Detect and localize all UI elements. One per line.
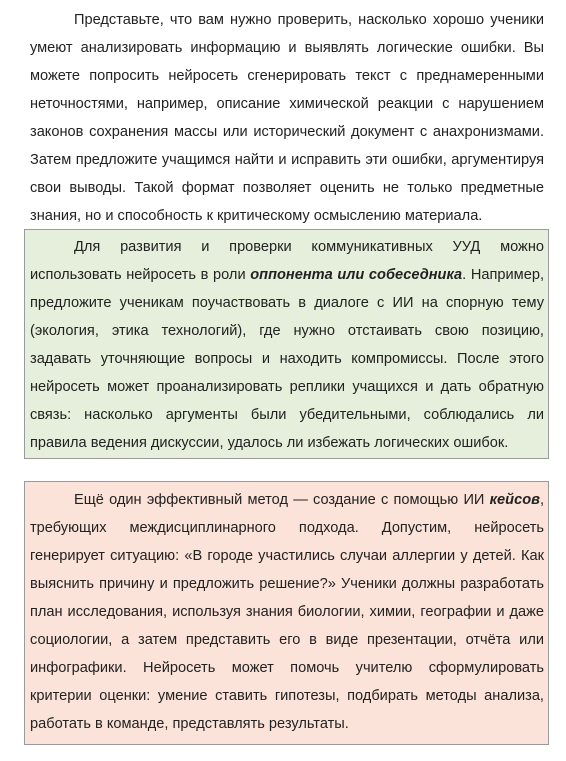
cases-emphasis: кейсов [489,492,540,508]
communicative-text-before: Для развития и проверки коммуникативных УУД можно использовать нейросеть в роли [30,239,544,283]
opponent-emphasis: оппонента или собеседника [250,267,463,283]
communicative-skills-paragraph [30,233,544,457]
communicative-text-after: . Например, предложите ученикам поучаствовать в диалоге с ИИ на спорную тему (экология, этика технологий), где нужно отстаивать свою позицию, задавать уточняющие вопросы и находить компромиссы. После этого нейросеть может проанализировать реплики учащихся и дать обратную связь: насколько аргументы были убедительными, соблюдались ли правила ведения дискуссии, удалось ли избежать логических ошибок. [30,267,544,451]
case-text-after: , требующих междисциплинарного подхода. Допустим, нейросеть генерирует ситуацию: «В городе участились случаи аллергии у детей. Как выяснить причину и предложить решение?» Ученики должны разработать план исследования, используя знания биологии, химии, географии и даже социологии, а затем представить его в виде презентации, отчёта или инфографики. Нейросеть может помочь учителю сформулировать критерии оценки: умение ставить гипотезы, подбирать методы анализа, работать в команде, представлять результаты. [30,492,544,732]
case-text-before: Ещё один эффективный метод — создание с помощью ИИ [74,492,490,508]
case-method-paragraph [30,486,544,738]
intro-paragraph: Представьте, что вам нужно проверить, насколько хорошо ученики умеют анализировать информацию и выявлять логические ошибки. Вы можете попросить нейросеть сгенерировать текст с преднамеренными неточностями, например, описание химической реакции с нарушением законов сохранения массы или исторический документ с анахронизмами. Затем предложите учащимся найти и исправить эти ошибки, аргументируя свои выводы. Такой формат позволяет оценить не только предметные знания, но и способность к критическому осмыслению материала. [30,12,544,224]
